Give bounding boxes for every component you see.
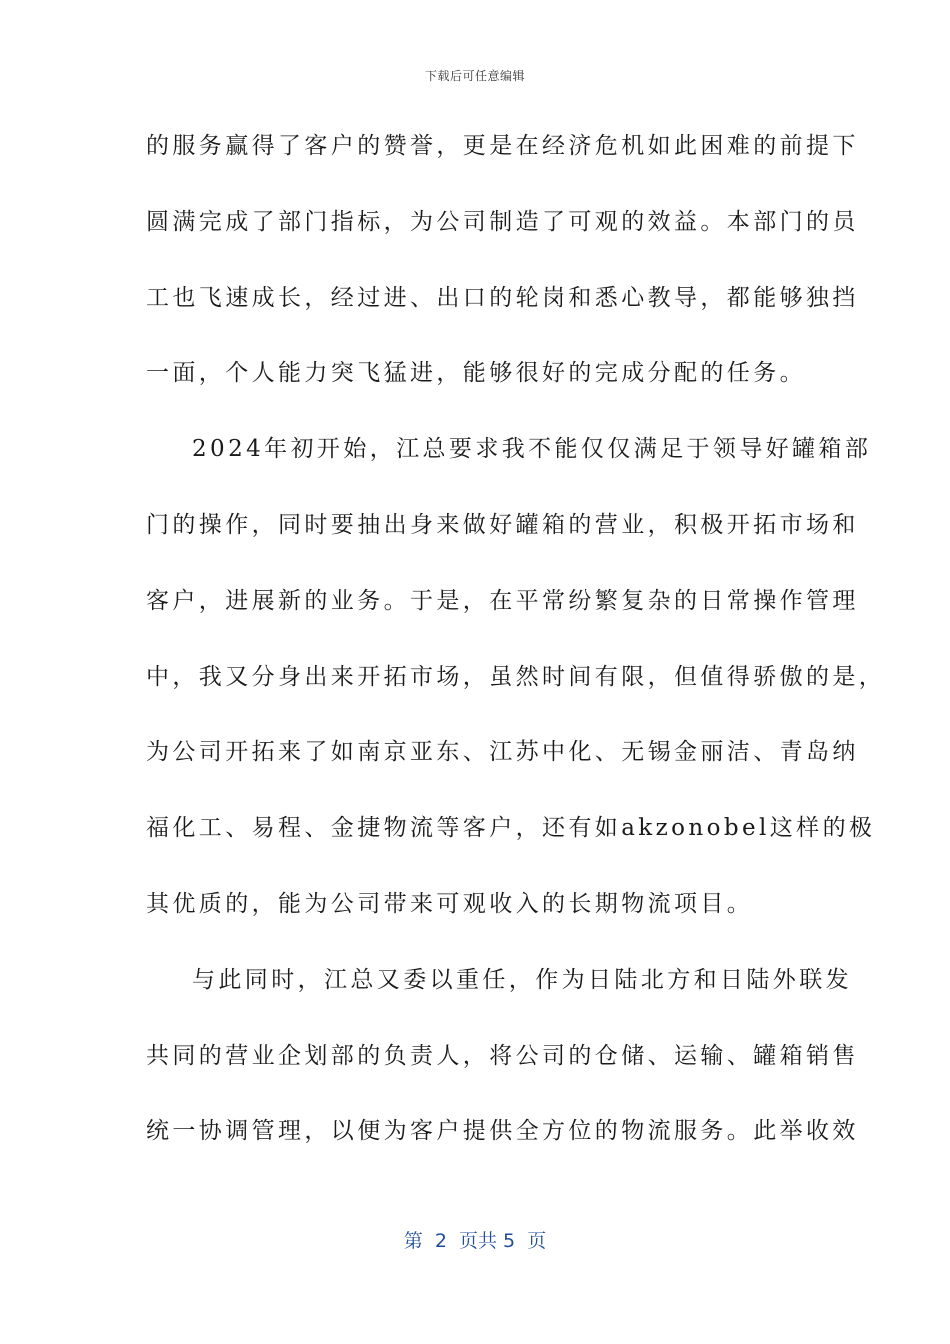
text-line: 一面，个人能力突飞猛进，能够很好的完成分配的任务。 (146, 360, 806, 387)
text-line: 其优质的，能为公司带来可观收入的长期物流项目。 (146, 890, 754, 917)
text-line: 工也飞速成长，经过进、出口的轮岗和悉心教导，都能够独挡 (146, 284, 859, 311)
text-line: 为公司开拓来了如南京亚东、江苏中化、无锡金丽洁、青岛纳 (146, 739, 859, 766)
text-line: 共同的营业企划部的负责人，将公司的仓储、运输、罐箱销售 (146, 1042, 859, 1069)
text-line: 2024年初开始，江总要求我不能仅仅满足于领导好罐箱部 (192, 436, 872, 463)
text-line: 福化工、易程、金捷物流等客户，还有如akzonobel这样的极 (146, 815, 876, 842)
text-line: 统一协调管理，以便为客户提供全方位的物流服务。此举收效 (146, 1118, 859, 1145)
text-line: 中，我又分身出来开拓市场，虽然时间有限，但值得骄傲的是， (146, 663, 886, 690)
text-line: 的服务赢得了客户的赞誉，更是在经济危机如此困难的前提下 (146, 133, 859, 159)
text-line: 客户，进展新的业务。于是，在平常纷繁复杂的日常操作管理 (146, 587, 859, 614)
text-line: 圆满完成了部门指标，为公司制造了可观的效益。本部门的员 (146, 208, 859, 235)
header-note: 下载后可任意编辑 (424, 69, 525, 83)
text-line: 与此同时，江总又委以重任，作为日陆北方和日陆外联发 (192, 966, 852, 993)
body-text (146, 117, 886, 1178)
page-number-footer: 第 2 页共 5 页 (403, 1230, 547, 1252)
text-line: 门的操作，同时要抽出身来做好罐箱的营业，积极开拓市场和 (146, 511, 859, 538)
